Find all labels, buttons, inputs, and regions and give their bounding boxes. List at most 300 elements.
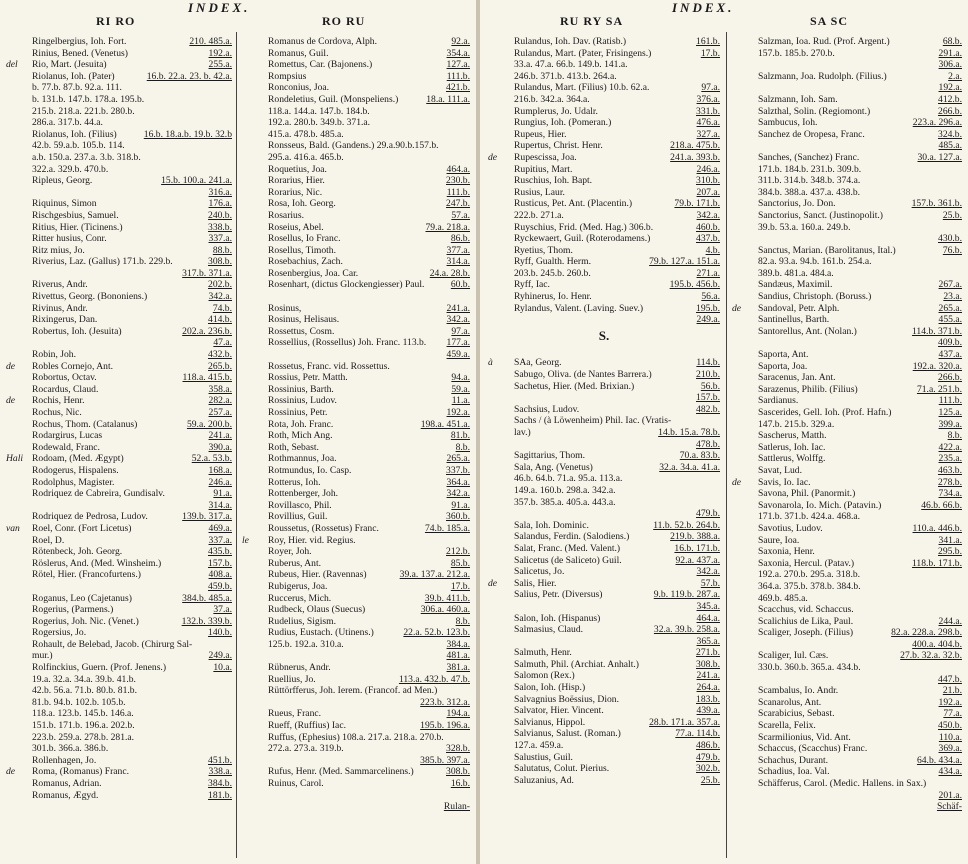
entry-page-refs: 291.a. [938, 47, 962, 59]
index-entry [732, 743, 962, 755]
index-entry [6, 616, 232, 628]
entry-name: Schaccus, (Scacchus) Franc. [758, 743, 868, 755]
left-col1-key: RI RO [96, 14, 136, 28]
column-rule [726, 32, 727, 858]
entry-name: Saracenus, Jan. Ant. [758, 372, 836, 384]
index-entry [488, 740, 720, 752]
entry-page-refs: 16.b. 22.a. 23. b. 42.a. [146, 70, 232, 82]
entry-name: Salius, Petr. (Diversus) [514, 589, 603, 601]
entry-name: 81.b. 94.b. 102.b. 105.b. [32, 696, 126, 708]
entry-page-refs: 327.a. [696, 128, 720, 140]
entry-name: Roel, Conr. (Fort Licetus) [32, 522, 132, 534]
index-entry [242, 558, 470, 570]
index-entry [732, 48, 962, 60]
entry-page-refs: 390.a. [208, 441, 232, 453]
entry-name: Ryff, Gualth. Herm. [514, 256, 591, 268]
entry-name: Schäfferus, Carol. (Medic. Hallens. in Sax.) [758, 778, 927, 789]
entry-name: 295.a. 416.a. 465.b. [268, 151, 344, 163]
entry-page-refs: 192.a. [446, 407, 470, 418]
entry-name: 46.b. 64.b. 71.a. 95.a. 113.a. [514, 473, 623, 485]
entry-name: Rulandus, Ioh. Dav. (Ratisb.) [514, 36, 627, 47]
entry-name: Rudbeck, Olaus (Suecus) [268, 604, 366, 616]
index-entry [488, 775, 720, 787]
entry-page-refs: 25.b. [942, 209, 962, 221]
entry-name: Riolanus, Ioh. (Pater) [32, 70, 115, 82]
index-entry [242, 801, 470, 813]
index-entry [6, 187, 232, 199]
index-entry [732, 210, 962, 222]
index-entry [6, 326, 232, 338]
index-entry [6, 303, 232, 315]
entry-name: Sanches, (Sanchez) Franc. [758, 151, 860, 163]
index-entry [242, 488, 470, 500]
index-entry [6, 604, 232, 616]
entry-page-refs: 437.a. [938, 349, 962, 361]
entry-page-refs: 202.a. 236.b. [182, 325, 232, 337]
entry-name: Rötel, Hier. (Francofurtens.) [32, 569, 141, 581]
index-entry [488, 555, 720, 567]
entry-page-refs: 430.b. [938, 233, 962, 245]
index-entry [732, 569, 962, 581]
index-entry [242, 372, 470, 384]
entry-name: Rolfinckius, Guern. (Prof. Jenens.) [32, 662, 167, 674]
index-entry [6, 500, 232, 512]
entry-name: 415.a. 478.b. 485.a. [268, 128, 344, 140]
entry-page-refs: 125.a. [938, 407, 962, 418]
index-entry [732, 337, 962, 349]
entry-page-refs: 437.b. [696, 233, 720, 245]
entry-page-refs: 92.a. [451, 36, 470, 47]
index-entry [242, 117, 470, 129]
index-entry [732, 650, 962, 662]
index-entry [6, 720, 232, 732]
index-entry [488, 543, 720, 555]
entry-page-refs: 223.a. 296.a. [912, 117, 962, 129]
index-entry [242, 581, 470, 593]
entry-page-refs: 342.a. [446, 488, 470, 500]
index-entry [6, 627, 232, 639]
entry-page-refs: 22.a. 52.b. 123.b. [403, 627, 470, 639]
index-entry [6, 697, 232, 709]
entry-name: Romanus, Ægyd. [32, 789, 99, 801]
entry-name: 223.b. 259.a. 278.b. 281.a. [32, 731, 135, 743]
entry-name: Rottenberger, Joh. [268, 488, 339, 500]
entry-page-refs: 271.b. [696, 647, 720, 659]
entry-name: Rosarius. [268, 209, 304, 221]
index-entry [732, 314, 962, 326]
index-entry [242, 129, 470, 141]
entry-page-refs: 111.b. [446, 186, 470, 198]
entry-name: Salmuth, Henr. [514, 647, 572, 659]
index-entry [242, 569, 470, 581]
entry-page-refs: 266.b. [938, 372, 962, 384]
index-entry [732, 268, 962, 280]
entry-name: Röslerus, And. (Med. Winsheim.) [32, 557, 162, 569]
entry-name: Rupescissa, Joa. [514, 151, 577, 163]
entry-name: 330.b. 360.b. 365.a. 434.b. [758, 662, 861, 674]
entry-name: 469.b. 485.a. [758, 592, 808, 604]
entry-name: Scarmilionius, Vid. Ant. [758, 731, 851, 743]
entry-name: Schadius, Ioa. Val. [758, 766, 830, 778]
entry-name: Saure, Ioa. [758, 534, 800, 546]
entry-name: Rudelius, Sigism. [268, 615, 336, 627]
index-entry [6, 708, 232, 720]
index-entry [488, 392, 720, 404]
entry-name: Rochus, Thom. (Catalanus) [32, 418, 138, 430]
entry-page-refs: 408.a. [208, 569, 232, 581]
entry-page-refs: 342.a. [208, 291, 232, 303]
entry-page-refs: 316.a. [208, 186, 232, 198]
entry-page-refs: 17.b. [450, 580, 470, 592]
entry-page-refs: 32.a. 39.b. 258.a. [653, 624, 720, 636]
index-entry [732, 117, 962, 129]
entry-name: Scalichius de Lika, Paul. [758, 615, 854, 627]
entry-name: 301.b. 366.a. 386.b. [32, 743, 109, 755]
index-entry [732, 535, 962, 547]
entry-name: Roth, Mich Ang. [268, 430, 333, 442]
index-entry [242, 430, 470, 442]
index-entry [6, 743, 232, 755]
left-col2-key: RO RU [322, 14, 366, 28]
index-entry [6, 233, 232, 245]
index-entry [488, 427, 720, 439]
entry-name: Roussetus, (Rossetus) Franc. [268, 522, 379, 534]
entry-page-refs: 365.a. [696, 635, 720, 647]
entry-name: Saporta, Ant. [758, 349, 809, 361]
entry-page-refs: 79.b. 127.a. 151.a. [649, 256, 720, 268]
index-entry [242, 535, 470, 547]
entry-name: Rorarius, Hier. [268, 175, 325, 187]
entry-name: Salat, Franc. (Med. Valent.) [514, 542, 621, 554]
entry-name: Sachs / (à Löwenheim) Phil. Iac. (Vratis- [514, 415, 672, 427]
entry-page-refs: 249.a. [696, 314, 720, 326]
index-entry [488, 369, 720, 381]
index-entry [732, 326, 962, 338]
entry-page-refs: 223.b. 312.a. [420, 696, 470, 708]
entry-page-refs: 219.b. 388.a. [670, 531, 720, 543]
entry-page-refs: 4.b. [705, 244, 720, 256]
index-entry [242, 303, 470, 315]
entry-name: Sandæus, Maximil. [758, 279, 833, 291]
entry-name: Salutatus, Colut. Pierius. [514, 763, 610, 775]
index-entry [488, 450, 720, 462]
entry-name: b. 77.b. 87.b. 92.a. 111. [32, 82, 122, 94]
entry-name: Ruffus, (Ephesius) 108.a. 217.a. 218.a. 270.b. [268, 731, 444, 743]
entry-page-refs: 111.b. [446, 70, 470, 82]
index-entry [6, 419, 232, 431]
entry-page-refs: 734.a. [938, 488, 962, 500]
entry-page-refs: 337.b. [446, 464, 470, 476]
index-entry [732, 291, 962, 303]
entry-name: mur.) [32, 650, 53, 662]
index-entry [488, 728, 720, 740]
index-entry [242, 593, 470, 605]
entry-name: Ronconius, Joa. [268, 82, 330, 94]
section-heading: S. [598, 327, 610, 343]
index-entry [6, 210, 232, 222]
entry-name: Royer, Joh. [268, 546, 312, 558]
entry-name: Sala, Ioh. Dominic. [514, 519, 589, 531]
entry-name: Rota, Joh. Franc. [268, 418, 334, 430]
entry-name: Sagittarius, Thom. [514, 450, 585, 462]
index-entry [488, 210, 720, 222]
entry-page-refs: 37.a. [213, 604, 232, 616]
entry-name: Rondeletius, Guil. (Monspeliens.) [268, 93, 399, 105]
entry-page-refs: 177.a. [446, 337, 470, 349]
entry-page-refs: 255.a. [208, 59, 232, 71]
index-entry [732, 175, 962, 187]
entry-page-refs: 88.b. [212, 244, 232, 256]
entry-page-refs: 91.a. [451, 499, 470, 511]
entry-page-refs: 476.a. [696, 117, 720, 129]
entry-name: Salis, Hier. [514, 577, 557, 589]
entry-prefix: Hali [6, 453, 24, 465]
index-entry [242, 187, 470, 199]
entry-page-refs: 192.a. [208, 47, 232, 59]
index-entry [732, 639, 962, 651]
index-entry [732, 71, 962, 83]
entry-name: 149.a. 160.b. 298.a. 342.a. [514, 484, 616, 496]
index-entry [242, 627, 470, 639]
entry-page-refs: 110.a. 446.b. [912, 522, 962, 534]
entry-page-refs: 210.b. [696, 369, 720, 381]
index-entry [732, 627, 962, 639]
entry-page-refs: 241.a. [208, 430, 232, 442]
entry-name: Roel, D. [32, 534, 65, 546]
entry-page-refs: 47.a. [213, 337, 232, 349]
entry-name: Rio, Mart. (Jesuita) [32, 59, 107, 71]
entry-name: Sandius, Christoph. (Boruss.) [758, 291, 872, 303]
entry-name: Robin, Joh. [32, 349, 76, 361]
entry-name: Rüttörfferus, Joh. Ierem. (Francof. ad Men.) [268, 685, 438, 697]
entry-page-refs: 310.b. [696, 175, 720, 187]
entry-name: Rosinus, [268, 302, 302, 314]
entry-name: Sascerides, Gell. Ioh. (Prof. Hafn.) [758, 407, 892, 418]
entry-name: 39.b. 53.a. 160.a. 249.b. [758, 221, 851, 233]
index-entry [732, 465, 962, 477]
index-entry [732, 233, 962, 245]
entry-page-refs: 64.b. 434.a. [916, 754, 962, 766]
entry-page-refs: Rulan- [443, 801, 470, 813]
index-entry [732, 198, 962, 210]
entry-page-refs: 282.a. [208, 395, 232, 407]
index-entry [6, 407, 232, 419]
entry-name: Rochis, Henr. [32, 395, 85, 407]
entry-name: Rulandus, Mart. (Pater, Frisingens.) [514, 47, 652, 59]
index-entry [732, 500, 962, 512]
index-entry [732, 407, 962, 419]
index-entry [6, 732, 232, 744]
entry-name: b. 131.b. 147.b. 178.a. 195.b. [32, 93, 145, 105]
entry-page-refs: 194.a. [446, 708, 470, 720]
entry-prefix: de [6, 395, 16, 407]
entry-name: Rupitius, Mart. [514, 163, 573, 175]
index-entry [488, 117, 720, 129]
entry-name: Salzmann, Joa. Rudolph. (Filius.) [758, 70, 887, 82]
entry-page-refs: 314.a. [208, 499, 232, 511]
entry-name: Rollenhagen, Jo. [32, 754, 97, 766]
index-entry [242, 500, 470, 512]
entry-name: Saxonia, Hercul. (Patav.) [758, 557, 855, 569]
entry-name: Ryhinerus, Io. Henr. [514, 291, 592, 303]
entry-name: Salmasius, Claud. [514, 624, 584, 636]
entry-page-refs: 39.b. 411.b. [424, 592, 470, 604]
entry-page-refs: 25.b. [700, 774, 720, 786]
entry-name: Salon, Ioh. (Hisp.) [514, 682, 586, 694]
entry-name: Sala, Ang. (Venetus) [514, 461, 593, 473]
entry-name: Rodewald, Franc. [32, 441, 100, 453]
index-entry [488, 303, 720, 315]
entry-name: Rinius, Bened. (Venetus) [32, 47, 128, 59]
entry-page-refs: 460.b. [696, 221, 720, 233]
entry-name: 157.b. 185.b. 270.b. [758, 47, 835, 59]
entry-page-refs: 360.b. [446, 511, 470, 523]
entry-name: 216.b. 342.a. 364.a. [514, 93, 590, 105]
index-entry [488, 82, 720, 94]
index-entry [6, 766, 232, 778]
entry-name: Rogerius, (Parmens.) [32, 604, 114, 616]
entry-page-refs: 463.b. [938, 464, 962, 476]
index-entry [242, 59, 470, 71]
entry-name: Rulandus, Mart. (Filius) 10.b. 62.a. [514, 82, 650, 94]
index-entry [732, 222, 962, 234]
entry-page-refs: 97.a. [451, 325, 470, 337]
entry-name: Salzman, Ioa. Rud. (Prof. Argent.) [758, 36, 890, 47]
index-entry [488, 497, 720, 509]
entry-page-refs: 337.a. [208, 233, 232, 245]
index-entry [242, 743, 470, 755]
entry-name: 118.a. 144.a. 147.b. 184.b. [268, 105, 370, 117]
entry-name: Rocardus, Claud. [32, 383, 99, 395]
index-entry [242, 720, 470, 732]
index-entry [6, 279, 232, 291]
entry-name: Ryff, Iac. [514, 279, 550, 291]
index-entry [6, 650, 232, 662]
index-entry [6, 268, 232, 280]
entry-name: Scambalus, Io. Andr. [758, 685, 839, 697]
entry-page-refs: 10.a. [213, 662, 232, 674]
entry-page-refs: 246.a. [696, 163, 720, 175]
entry-name: Riolanus, Ioh. (Filius) [32, 128, 117, 140]
index-entry [488, 705, 720, 717]
right-col2-key: SA SC [810, 14, 849, 28]
index-entry [6, 337, 232, 349]
index-entry [732, 523, 962, 535]
index-entry [242, 790, 470, 802]
entry-name: Romettus, Car. (Bajonens.) [268, 59, 373, 71]
index-entry [732, 36, 962, 48]
index-entry [488, 578, 720, 590]
entry-page-refs: 70.a. 83.b. [679, 450, 720, 462]
entry-page-refs: 479.b. [696, 751, 720, 763]
entry-name: Salustius, Guil. [514, 751, 573, 763]
entry-page-refs: 28.b. 171.a. 357.a. [649, 716, 720, 728]
entry-name: Sanctus, Marian. (Barolitanus, Ital.) [758, 244, 896, 256]
entry-name: Rossettus, Cosm. [268, 325, 335, 337]
entry-name: Salvianus, Salust. (Roman.) [514, 728, 621, 740]
entry-page-refs: 52.a. 53.b. [191, 453, 232, 465]
entry-page-refs: 295.b. [938, 546, 962, 558]
index-entry [6, 36, 232, 48]
entry-page-refs: 314.a. [446, 256, 470, 268]
entry-page-refs: 338.b. [208, 221, 232, 233]
index-entry [732, 384, 962, 396]
index-entry [242, 407, 470, 419]
entry-name: Ruellius, Jo. [268, 673, 316, 685]
index-entry [732, 187, 962, 199]
index-entry [6, 488, 232, 500]
entry-name: Rivinus, Andr. [32, 302, 88, 314]
entry-name: Rossetus, Franc. vid. Rossettus. [268, 360, 390, 372]
index-entry [488, 531, 720, 543]
entry-name: Sandoval, Petr. Alph. [758, 302, 840, 314]
entry-name: Rotmundus, Io. Casp. [268, 464, 352, 476]
entry-name: Riquinus, Simon [32, 198, 97, 210]
entry-page-refs: 11.a. [451, 395, 470, 407]
index-entry [488, 164, 720, 176]
index-entry [488, 279, 720, 291]
index-entry [6, 581, 232, 593]
entry-page-refs: 434.a. [938, 766, 962, 778]
entry-name: Savis, Io. Iac. [758, 476, 811, 488]
index-entry [488, 48, 720, 60]
index-entry [488, 140, 720, 152]
index-entry [732, 685, 962, 697]
index-entry [488, 346, 720, 358]
entry-name: Salicetus, Jo. [514, 566, 565, 578]
entry-name: Rossinius, Barth. [268, 383, 334, 395]
index-entry [6, 384, 232, 396]
entry-name: Savona, Phil. (Panormit.) [758, 488, 856, 500]
entry-page-refs: 479.b. [696, 508, 720, 520]
index-entry [732, 546, 962, 558]
entry-page-refs: 94.a. [451, 372, 470, 384]
entry-page-refs: 176.a. [208, 198, 232, 210]
entry-name: Sattlerus, Wolffg. [758, 453, 826, 465]
entry-page-refs: 8.b. [947, 430, 962, 442]
entry-name: Ruberus, Ant. [268, 557, 322, 569]
entry-page-refs: 455.a. [938, 314, 962, 326]
entry-page-refs: 82.a. 228.a. 298.b. [891, 627, 962, 639]
entry-prefix: de [732, 476, 742, 488]
index-entry [6, 511, 232, 523]
index-entry [6, 94, 232, 106]
index-entry [242, 256, 470, 268]
index-entry [6, 790, 232, 802]
index-entry [6, 349, 232, 361]
entry-page-refs: 308.b. [446, 766, 470, 778]
index-entry [242, 708, 470, 720]
index-entry [242, 419, 470, 431]
entry-name: Salandus, Ferdin. (Salodiens.) [514, 531, 630, 543]
entry-name: Sabugo, Oliva. (de Nantes Barrera.) [514, 369, 652, 381]
entry-name: 171.b. 371.b. 424.a. 468.a. [758, 511, 861, 523]
index-entry [732, 697, 962, 709]
entry-name: 222.b. 271.a. [514, 209, 564, 221]
entry-page-refs: 16.b. [450, 778, 470, 789]
index-entry [488, 613, 720, 625]
entry-name: Salzmann, Ioh. Sam. [758, 93, 838, 105]
entry-page-refs: 212.b. [446, 546, 470, 558]
index-entry [242, 616, 470, 628]
entry-page-refs: 11.b. 52.b. 264.b. [653, 519, 720, 531]
index-entry [6, 558, 232, 570]
index-entry [732, 442, 962, 454]
entry-page-refs: 201.a. [938, 789, 962, 801]
index-entry [488, 129, 720, 141]
entry-page-refs: 464.a. [696, 612, 720, 624]
entry-name: Ritter husius, Conr. [32, 233, 107, 245]
